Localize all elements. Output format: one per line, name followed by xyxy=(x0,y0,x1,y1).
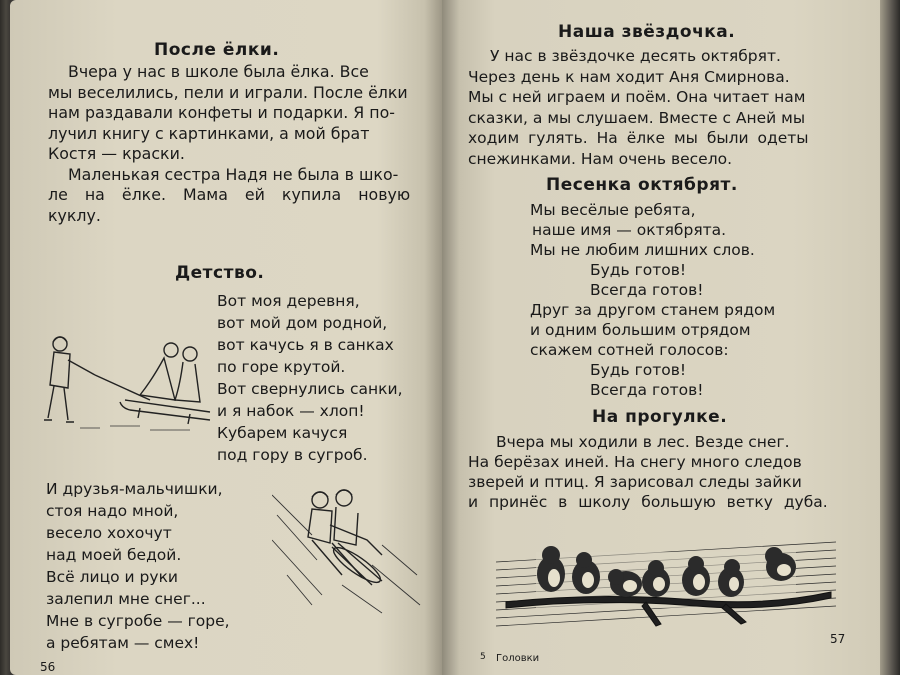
book-edge xyxy=(880,0,900,675)
story-title-after-tree: После ёлки. xyxy=(154,40,280,60)
text-line: и принёс в школу большую ветку дуба. xyxy=(468,493,828,511)
story-text-our-star xyxy=(468,46,809,169)
song-line: Всегда готов! xyxy=(590,281,704,299)
song-line: Мы не любим лишних слов. xyxy=(530,241,755,259)
poem-title-childhood: Детство. xyxy=(175,263,265,283)
text-line: снежинками. Нам очень весело. xyxy=(468,149,733,168)
poem-line: по горе крутой. xyxy=(217,358,346,376)
song-text xyxy=(530,200,775,400)
text-line: сказки, а мы слушаем. Вместе с Аней мы xyxy=(468,108,806,127)
sledding-illustration xyxy=(40,330,215,435)
poem-line: над моей бедой. xyxy=(46,546,182,564)
poem-line: вот качусь я в санках xyxy=(217,336,394,354)
song-line: наше имя — октябрята. xyxy=(532,221,727,239)
sled-downhill-illustration xyxy=(272,485,422,615)
poem-line: и я набок — хлоп! xyxy=(217,402,365,420)
page-number-right: 57 xyxy=(830,632,846,646)
page-number-left: 56 xyxy=(40,660,56,674)
right-page xyxy=(442,0,880,675)
text-line: Через день к нам ходит Аня Смирнова. xyxy=(468,67,790,86)
story-text-after-tree xyxy=(48,62,410,226)
text-line: Вчера мы ходили в лес. Везде снег. xyxy=(496,433,790,451)
poem-line: вот мой дом родной, xyxy=(217,314,388,332)
song-line: Друг за другом станем рядом xyxy=(530,301,776,319)
poem-line: залепил мне снег... xyxy=(46,590,206,608)
text-line: На берёзах иней. На снегу много следов xyxy=(468,453,802,471)
poem-stanza-1 xyxy=(217,290,403,466)
story-text-on-walk xyxy=(468,432,828,512)
text-line: У нас в звёздочке десять октябрят. xyxy=(490,47,781,65)
poem-line: И друзья-мальчишки, xyxy=(46,480,223,498)
poem-line: под гору в сугроб. xyxy=(217,446,368,464)
footer-text: Головки xyxy=(496,653,540,664)
song-line: Всегда готов! xyxy=(590,381,704,399)
birds-on-branch-illustration xyxy=(496,522,836,634)
text-line: куклу. xyxy=(48,205,101,225)
text-line: нам раздавали конфеты и подарки. Я по- xyxy=(48,103,395,122)
text-line: Мы с ней играем и поём. Она читает нам xyxy=(468,88,806,106)
song-line: Будь готов! xyxy=(590,261,687,279)
story-title-our-star: Наша звёздочка. xyxy=(558,22,736,42)
text-line: Костя — краски. xyxy=(48,144,185,163)
text-line: ходим гулять. На ёлке мы были одеты xyxy=(468,129,809,147)
footer-signature-mark: 5 xyxy=(480,652,486,662)
poem-line: Вот свернулись санки, xyxy=(217,380,403,398)
poem-line: Вот моя деревня, xyxy=(217,292,360,310)
song-line: и одним большим отрядом xyxy=(530,321,751,339)
poem-line: а ребятам — смех! xyxy=(46,634,200,652)
text-line: мы веселились, пели и играли. После ёлки xyxy=(48,82,408,102)
poem-line: Всё лицо и руки xyxy=(46,568,179,586)
poem-stanza-2 xyxy=(46,478,230,654)
poem-line: Мне в сугробе — горе, xyxy=(46,612,230,630)
text-line: Маленькая сестра Надя не была в шко- xyxy=(68,164,399,184)
text-line: лучил книгу с картинками, а мой брат xyxy=(48,123,370,143)
poem-line: стоя надо мной, xyxy=(46,502,179,520)
story-title-on-walk: На прогулке. xyxy=(592,407,728,427)
poem-line: Кубарем качуся xyxy=(217,424,348,442)
song-line: Мы весёлые ребята, xyxy=(530,201,696,219)
song-line: Будь готов! xyxy=(590,361,687,379)
song-title-octobrists: Песенка октябрят. xyxy=(546,175,738,195)
text-line: зверей и птиц. Я зарисовал следы зайки xyxy=(468,473,802,491)
text-line: Вчера у нас в школе была ёлка. Все xyxy=(68,62,369,81)
text-line: ле на ёлке. Мама ей купила новую xyxy=(48,185,411,204)
poem-line: весело хохочут xyxy=(46,524,172,542)
song-line: скажем сотней голосов: xyxy=(530,341,729,359)
left-page xyxy=(10,0,442,675)
